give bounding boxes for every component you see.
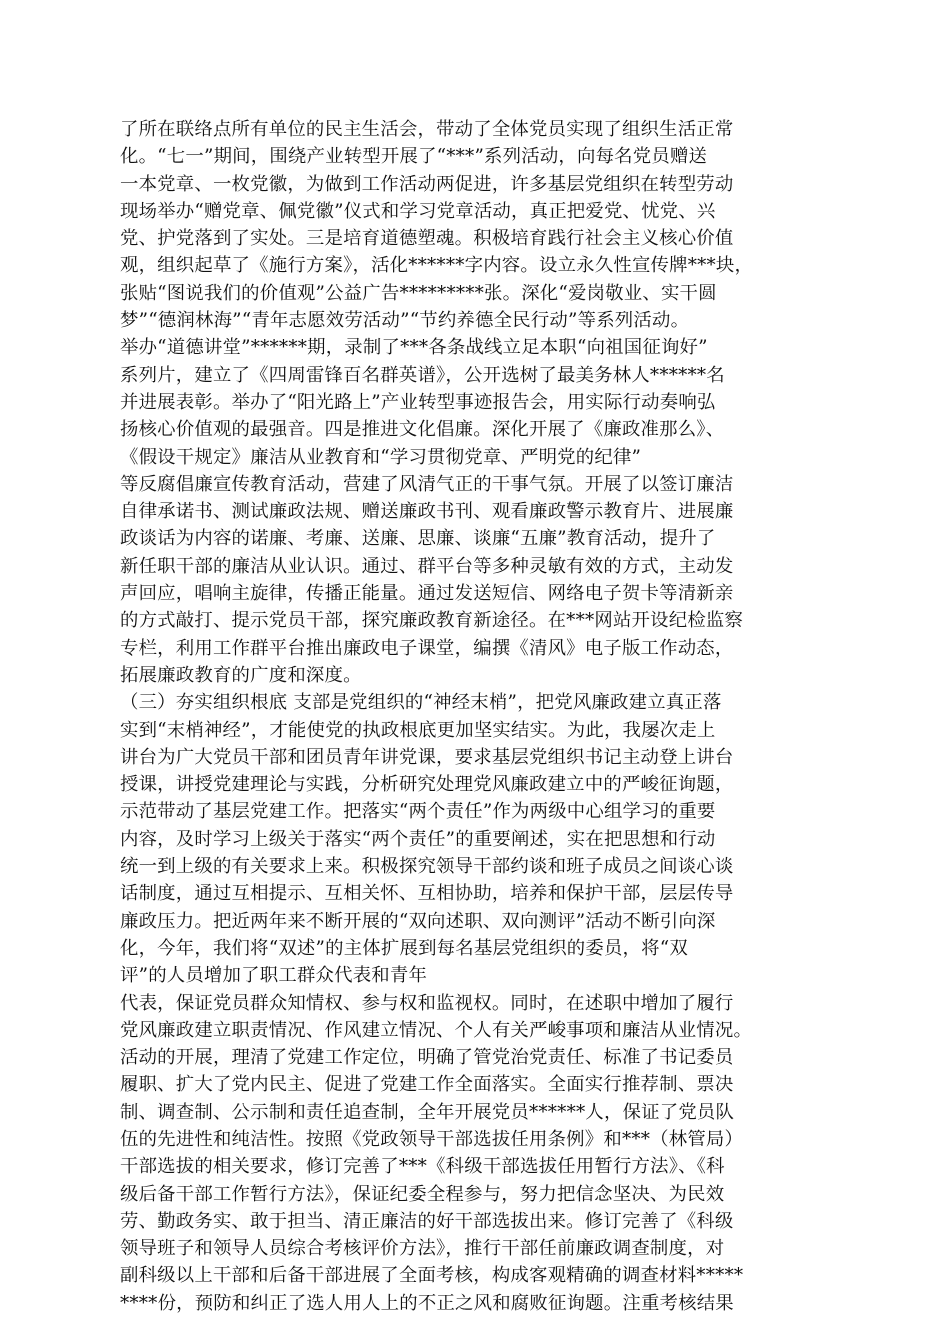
text-line: 张贴“图说我们的价值观”公益广告*********张。深化“爱岗敬业、实干圆 — [120, 282, 717, 304]
text-line: 实到“末梢神经”，才能使党的执政根底更加坚实结实。为此，我屡次走上 — [120, 719, 716, 741]
text-line: 评”的人员增加了职工群众代表和青年 — [120, 965, 428, 987]
section-heading-line: （三）夯实组织根底 支部是党组织的“神经末梢”，把党风廉政建立真正落 — [120, 692, 722, 714]
text-line: 授课，讲授党建理论与实践，分析研究处理党风廉政建立中的严峻征询题， — [120, 774, 734, 796]
text-line: 化，今年，我们将“双述”的主体扩展到每名基层党组织的委员，将“双 — [120, 937, 688, 959]
text-line: 党风廉政建立职责情况、作风建立情况、个人有关严峻事项和廉洁从业情况。 — [120, 1019, 753, 1041]
text-line: 话制度，通过互相提示、互相关怀、互相协助，培养和保护干部，层层传导 — [120, 883, 734, 905]
text-line: 梦”“德润林海”“青年志愿效劳活动”“节约养德全民行动”等系列活动。 — [120, 310, 690, 332]
text-line: 级后备干部工作暂行方法》，保证纪委全程参与，努力把信念坚决、为民效 — [120, 1183, 725, 1205]
text-line: 一本党章、一枚党徽，为做到工作活动两促进，许多基层党组织在转型劳动 — [120, 173, 734, 195]
text-line: 拓展廉政教育的广度和深度。 — [120, 664, 362, 686]
text-line: 观，组织起草了《施行方案》，活化******字内容。设立永久性宣传牌***块， — [120, 255, 754, 277]
text-line: 副科级以上干部和后备干部进展了全面考核，构成客观精确的调查材料***** — [120, 1265, 744, 1287]
text-line: 干部选拔的相关要求，修订完善了***《科级干部选拔任用暂行方法》、《科 — [120, 1156, 725, 1178]
text-line: 化。“七一”期间，围绕产业转型开展了“***”系列活动，向每名党员赠送 — [120, 146, 708, 168]
text-line: 制、调查制、公示制和责任追查制，全年开展党员******人，保证了党员队 — [120, 1101, 735, 1123]
text-line: 讲台为广大党员干部和团员青年讲党课，要求基层党组织书记主动登上讲台 — [120, 746, 734, 768]
text-line: 系列片，建立了《四周雷锋百名群英谱》，公开选树了最美务林人******名 — [120, 364, 725, 386]
text-line: 举办“道德讲堂”******期，录制了***各条战线立足本职“向祖国征询好” — [120, 337, 708, 359]
text-line: 党、护党落到了实处。三是培育道德塑魂。积极培育践行社会主义核心价值 — [120, 228, 734, 250]
text-line: 现场举办“赠党章、佩党徽”仪式和学习党章活动，真正把爱党、忧党、兴 — [120, 200, 716, 222]
text-line: 代表，保证党员群众知情权、参与权和监视权。同时，在述职中增加了履行 — [120, 992, 734, 1014]
body-text — [120, 116, 850, 1317]
text-line: 内容，及时学习上级关于落实“两个责任”的重要阐述，实在把思想和行动 — [120, 828, 716, 850]
text-line: 扬核心价值观的最强音。四是推进文化倡廉。深化开展了《廉政准那么》、 — [120, 419, 725, 441]
text-line: 《假设干规定》廉洁从业教育和“学习贯彻党章、严明党的纪律” — [120, 446, 642, 468]
text-line: 示范带动了基层党建工作。把落实“两个责任”作为两级中心组学习的重要 — [120, 801, 716, 823]
text-line: 伍的先进性和纯洁性。按照《党政领导干部选拔任用条例》和***（林管局） — [120, 1128, 744, 1150]
text-line: 了所在联络点所有单位的民主生活会，带动了全体党员实现了组织生活正常 — [120, 119, 734, 140]
text-line: 劳、勤政务实、敢于担当、清正廉洁的好干部选拔出来。修订完善了《科级 — [120, 1210, 734, 1232]
text-line: ****份，预防和纠正了选人用人上的不正之风和腐败征询题。注重考核结果 — [120, 1292, 734, 1314]
text-line: 新任职干部的廉洁从业认识。通过、群平台等多种灵敏有效的方式，主动发 — [120, 555, 734, 577]
text-line: 等反腐倡廉宣传教育活动，营建了风清气正的干事气氛。开展了以签订廉洁 — [120, 473, 734, 495]
text-line: 履职、扩大了党内民主、促进了党建工作全面落实。全面实行推荐制、票决 — [120, 1074, 734, 1096]
text-line: 的方式敲打、提示党员干部，探究廉政教育新途径。在***网站开设纪检监察 — [120, 610, 744, 632]
text-line: 政谈话为内容的诺廉、考廉、送廉、思廉、谈廉“五廉”教育活动，提升了 — [120, 528, 716, 550]
text-line: 廉政压力。把近两年来不断开展的“双向述职、双向测评”活动不断引向深 — [120, 910, 716, 932]
text-line: 领导班子和领导人员综合考核评价方法》，推行干部任前廉政调查制度，对 — [120, 1238, 725, 1260]
text-line: 声回应，唱响主旋律，传播正能量。通过发送短信、网络电子贺卡等清新亲 — [120, 583, 734, 605]
text-line: 自律承诺书、测试廉政法规、赠送廉政书刊、观看廉政警示教育片、进展廉 — [120, 501, 734, 523]
text-line: 活动的开展，理清了党建工作定位，明确了管党治党责任、标准了书记委员 — [120, 1047, 734, 1069]
text-line: 专栏，利用工作群平台推出廉政电子课堂，编撰《清风》电子版工作动态， — [120, 637, 734, 659]
text-line: 并进展表彰。举办了“阳光路上”产业转型事迹报告会，用实际行动奏响弘 — [120, 391, 716, 413]
text-line: 统一到上级的有关要求上来。积极探究领导干部约谈和班子成员之间谈心谈 — [120, 856, 734, 878]
